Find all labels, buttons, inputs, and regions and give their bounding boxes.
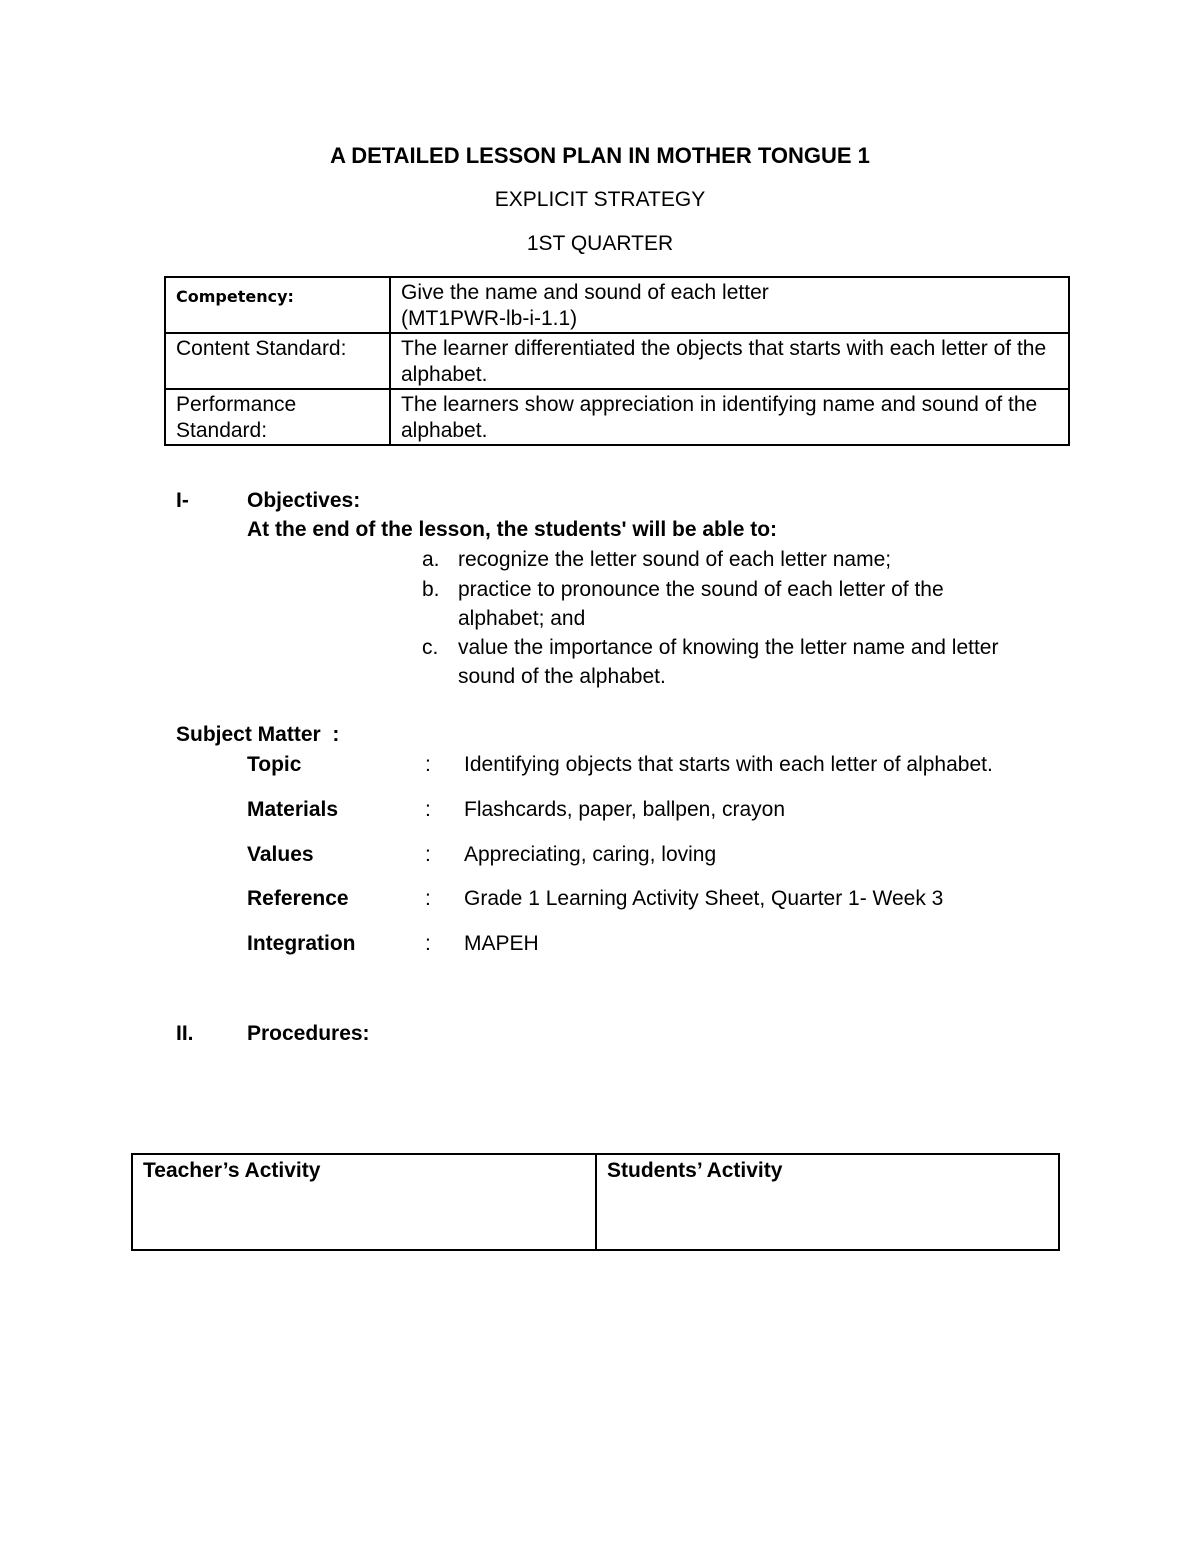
subject-value: Identifying objects that starts with each letter of alphabet. bbox=[464, 753, 993, 776]
students-activity-header: Students’ Activity bbox=[596, 1154, 1059, 1250]
list-item bbox=[422, 545, 1042, 574]
procedures-number: II. bbox=[176, 1022, 194, 1045]
performance-standard-label: Performance Standard: bbox=[165, 389, 390, 445]
objectives-intro: At the end of the lesson, the students' will be able to: bbox=[247, 518, 778, 541]
subject-matter-heading: Subject Matter : bbox=[176, 723, 340, 746]
subject-sep: : bbox=[425, 753, 431, 776]
table-row bbox=[165, 333, 1069, 389]
subject-value: Flashcards, paper, ballpen, crayon bbox=[464, 798, 786, 821]
objectives-heading: Objectives: bbox=[247, 489, 361, 512]
quarter-subtitle: 1ST QUARTER bbox=[526, 232, 674, 255]
subject-key: Integration bbox=[247, 932, 356, 955]
subject-key: Materials bbox=[247, 798, 339, 821]
subject-value: Grade 1 Learning Activity Sheet, Quarter 1- Week 3 bbox=[464, 887, 944, 910]
subject-sep: : bbox=[425, 887, 431, 910]
subject-sep: : bbox=[425, 843, 431, 866]
procedures-heading: Procedures: bbox=[247, 1022, 370, 1045]
performance-standard-value: The learners show appreciation in identifying name and sound of the alphabet. bbox=[390, 389, 1069, 445]
subject-value: MAPEH bbox=[464, 932, 539, 955]
list-item bbox=[422, 633, 1022, 691]
teacher-activity-header: Teacher’s Activity bbox=[132, 1154, 596, 1250]
competency-label: Competency: bbox=[165, 277, 390, 333]
document-title: A DETAILED LESSON PLAN IN MOTHER TONGUE 1 bbox=[330, 143, 870, 168]
subject-value: Appreciating, caring, loving bbox=[464, 843, 717, 866]
content-standard-value: The learner differentiated the objects that starts with each letter of the alphabet. bbox=[390, 333, 1069, 389]
objective-marker: b. bbox=[422, 578, 440, 601]
subject-key: Reference bbox=[247, 887, 349, 910]
subject-key: Values bbox=[247, 843, 314, 866]
table-row bbox=[132, 1154, 1059, 1250]
strategy-subtitle: EXPLICIT STRATEGY bbox=[494, 188, 706, 211]
competency-value: Give the name and sound of each letter (MT1PWR-lb-i-1.1) bbox=[390, 277, 1069, 333]
objectives-number: I- bbox=[176, 489, 189, 512]
subject-sep: : bbox=[425, 932, 431, 955]
objective-text: practice to pronounce the sound of each letter of the alphabet; and bbox=[458, 578, 944, 630]
table-row bbox=[165, 389, 1069, 445]
objective-text: value the importance of knowing the letter name and letter sound of the alphabet. bbox=[458, 636, 999, 688]
objective-text: recognize the letter sound of each letter name; bbox=[458, 548, 892, 571]
standards-table bbox=[164, 276, 1070, 446]
subject-key: Topic bbox=[247, 753, 302, 776]
objective-marker: a. bbox=[422, 548, 440, 571]
subject-sep: : bbox=[425, 798, 431, 821]
content-standard-label: Content Standard: bbox=[165, 333, 390, 389]
list-item bbox=[422, 575, 1022, 633]
objective-marker: c. bbox=[422, 636, 439, 659]
activity-table bbox=[131, 1153, 1060, 1251]
table-row bbox=[165, 277, 1069, 333]
